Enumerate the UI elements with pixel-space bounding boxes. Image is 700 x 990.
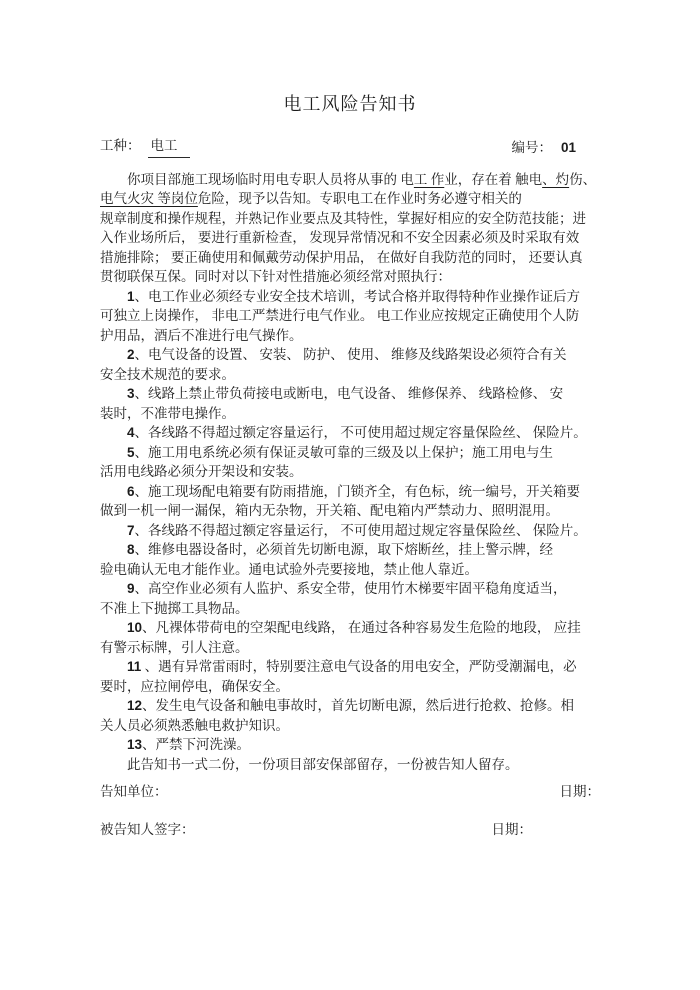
issuer-label: 告知单位： [100,784,168,799]
measure-item-line: 9、高空作业必须有人监护、系安全带，使用竹木梯要牢固平稳角度适当， [127,581,567,596]
measure-item-line: 6、施工现场配电箱要有防雨措施，门锁齐全，有色标，统一编号，开关箱要 [127,483,581,499]
measure-item-line: 7、各线路不得超过额定容量运行， 不可使用超过规定容量保险丝、 保险片。 [127,522,587,538]
measure-item-number: 10 [127,620,143,635]
closing-line: 此告知书一式二份，一份项目部安保部留存，一份被告知人留存。 [127,756,519,772]
measure-item-line: 关人员必须熟悉触电救护知识。 [100,717,289,733]
intro-line: 你项目部施工现场临时用电专职人员将从事的 电工 作业，存在着 触电、灼伤、 [127,171,597,187]
measure-item-number: 12 [127,698,143,713]
intro-line: 入作业场所后， 要进行重新检查， 发现异常情况和不安全因素必须及时采取有效 [100,230,580,245]
trade-field [100,136,190,158]
measure-item-line: 10、凡裸体带荷电的空架配电线路， 在通过各种容易发生危险的地段， 应挂 [127,620,581,635]
measure-item-number: 3 [127,386,135,401]
measure-item-line: 3、线路上禁止带负荷接电或断电，电气设备、 维修保养、 线路检修、 安 [127,386,564,401]
signer-label: 被告知人签字： [100,821,195,837]
number-label: 编号： [511,140,552,155]
intro-line: 规章制度和操作规程，并熟记作业要点及其特性，掌握好相应的安全防范技能；进 [100,210,586,226]
measure-item-number: 5 [127,444,135,460]
signer-row [100,820,600,840]
measure-item-line: 有警示标牌，引人注意。 [100,639,249,655]
number-value: 01 [560,140,576,155]
measure-item-line: 活用电线路必须分开架设和安装。 [100,464,303,479]
measures-list [100,287,600,755]
measure-item-line: 12、发生电气设备和触电事故时，首先切断电源，然后进行抢救、抢修。相 [127,698,575,713]
measure-item-line: 5、施工用电系统必须有保证灵敏可靠的三级及以上保护；施工用电与生 [127,444,554,460]
measure-item-line: 13、严禁下河洗澡。 [127,737,251,752]
measure-item-number: 6 [127,483,135,499]
intro-paragraph [100,170,600,287]
measure-item-line: 安全技术规范的要求。 [100,366,235,382]
measure-item-line: 做到一机一闸一漏保，箱内无杂物，开关箱、配电箱内严禁动力、照明混用。 [100,503,559,518]
measure-item-number: 9 [127,581,135,596]
measure-item-number: 2 [127,347,135,362]
measure-item-line: 11 、遇有异常雷雨时，特别要注意电气设备的用电安全，严防受潮漏电，必 [127,659,577,674]
header-row [100,136,600,158]
trade-label: 工种： [100,138,141,153]
measure-item-number: 7 [127,522,135,538]
measure-item-line: 8、维修电器设备时，必须首先切断电源，取下熔断丝，挂上警示牌，经 [127,542,554,557]
measure-item-line: 可独立上岗操作， 非电工严禁进行电气作业。 电工作业应按规定正确使用个人防 [100,308,580,323]
measure-item-line: 要时，应拉闸停电，确保安全。 [100,678,289,694]
measure-item-line: 2、电气设备的设置、 安装、 防护、 使用、 维修及线路架设必须符合有关 [127,347,567,362]
measure-item-number: 11 [127,659,142,674]
signer-date-label: 日期： [491,821,532,837]
issuer-row [100,782,600,802]
measure-item-line: 不准上下抛掷工具物品。 [100,600,249,616]
measure-item-number: 4 [127,425,135,440]
measure-item-line: 护用品，酒后不准进行电气操作。 [100,327,303,343]
intro-line: 贯彻联保互保。同时对以下针对性措施必须经常对照执行： [100,269,451,284]
measure-item-number: 8 [127,542,135,557]
measure-item-number: 13 [127,737,143,752]
trade-value: 电工 [148,136,190,158]
intro-line: 电气火灾 等岗位危险，现予以告知。专职电工在作业时务必遵守相关的 [100,191,522,206]
measure-item-line: 4、各线路不得超过额定容量运行， 不可使用超过规定容量保险丝、 保险片。 [127,425,587,440]
document-title: 电工风险告知书 [283,94,417,114]
intro-line: 措施排除； 要正确使用和佩戴劳动保护用品， 在做好自我防范的同时， 还要认真 [100,249,583,265]
measure-item-line: 验电确认无电才能作业。通电试验外壳要接地，禁止他人靠近。 [100,561,478,577]
measure-item-line: 1、电工作业必须经专业安全技术培训，考试合格并取得特种作业操作证后方 [127,288,581,304]
number-field [511,138,576,158]
measure-item-number: 1 [127,288,135,304]
issuer-date-label: 日期： [559,784,600,799]
measure-item-line: 装时，不准带电操作。 [100,405,235,421]
